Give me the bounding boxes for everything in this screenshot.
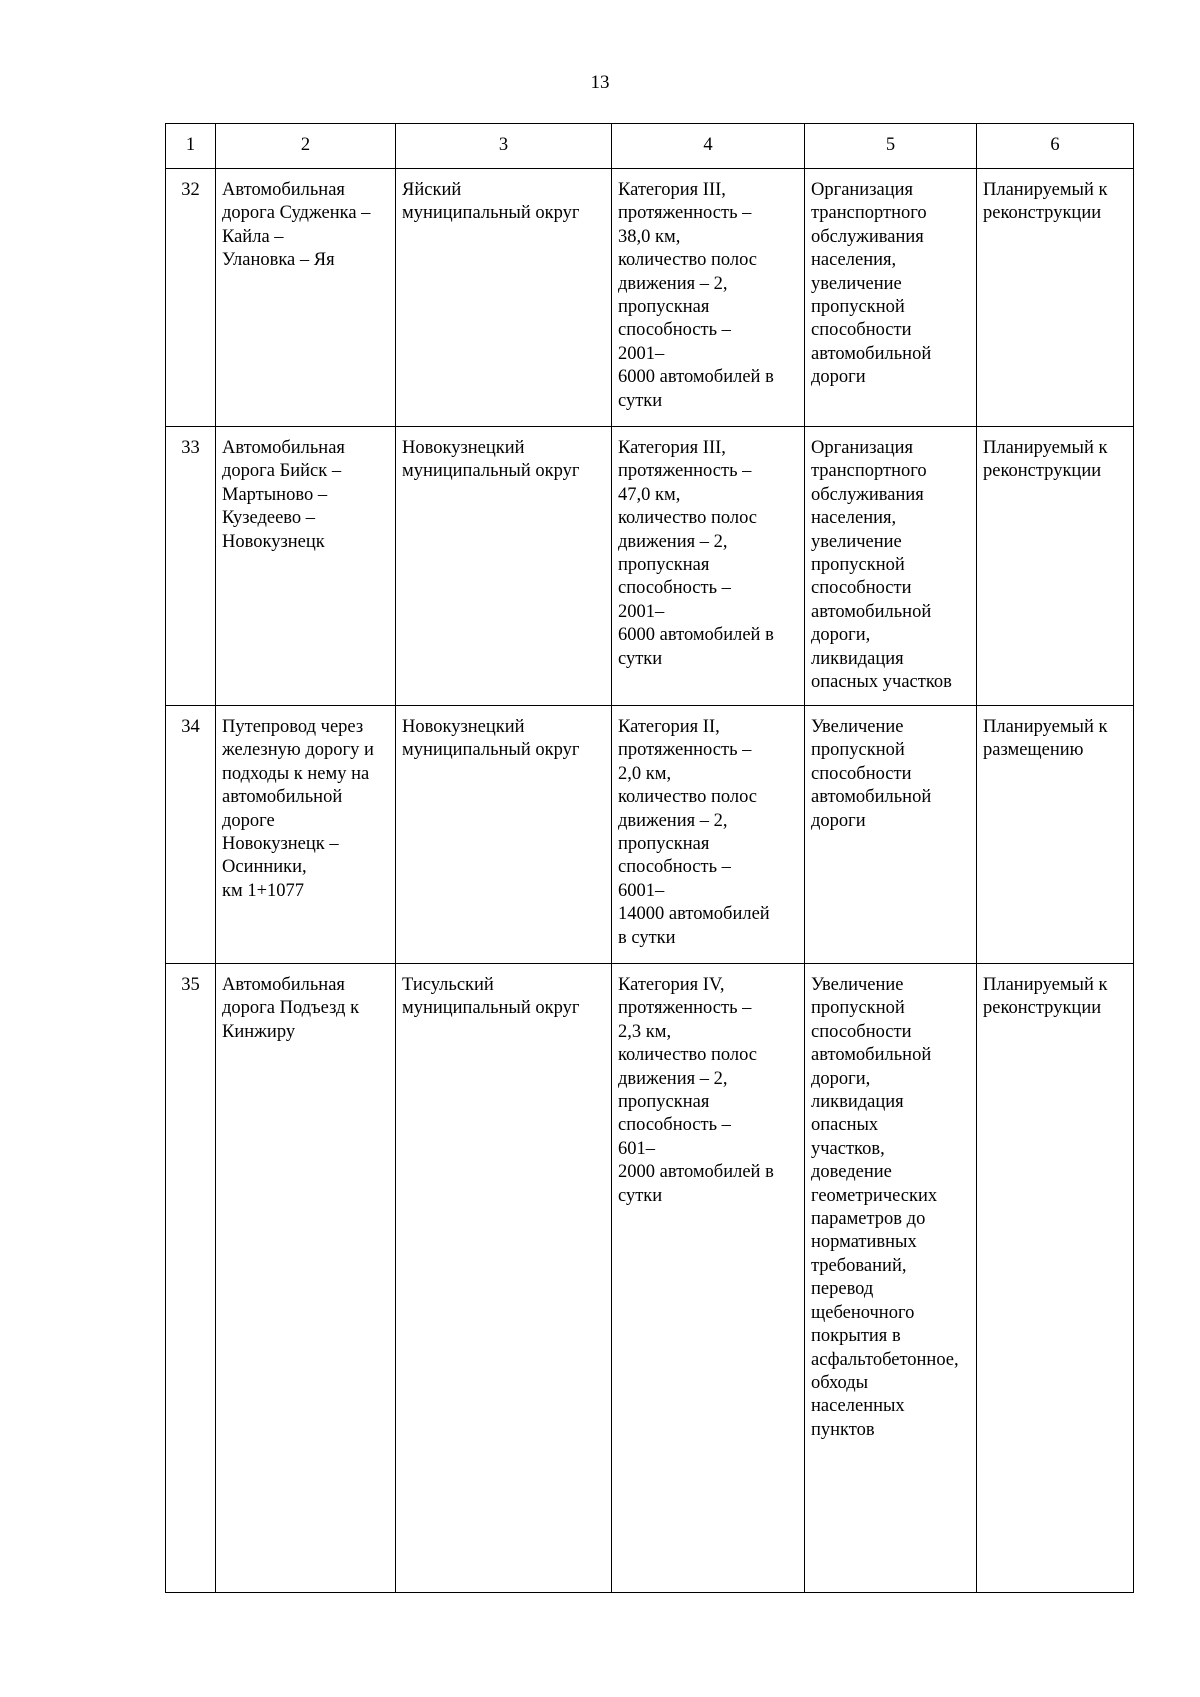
header-cell-2: 2: [216, 124, 396, 169]
characteristics-cell: Категория III, протяженность – 47,0 км, количество полос движения – 2, пропускная способность – 2001– 6000 автомобилей в сутки: [612, 427, 805, 706]
purpose-cell: Увеличение пропускной способности автомобильной дороги, ликвидация опасных участков, доведение геометрических параметров до нормативных требований, перевод щебеночного покрытия в асфальтобетонное, обходы населенных пунктов: [805, 964, 977, 1593]
row-number-cell: 33: [166, 427, 216, 706]
object-name-cell: Автомобильная дорога Подъезд к Кинжиру: [216, 964, 396, 1593]
location-cell: Новокузнецкий муниципальный округ: [396, 706, 612, 964]
status-cell: Планируемый к размещению: [977, 706, 1134, 964]
characteristics-cell: Категория III, протяженность – 38,0 км, количество полос движения – 2, пропускная способность – 2001– 6000 автомобилей в сутки: [612, 169, 805, 427]
table-row: [166, 964, 1134, 1593]
row-number-cell: 32: [166, 169, 216, 427]
table-row: [166, 427, 1134, 706]
page-number: 13: [590, 72, 610, 93]
row-number-cell: 35: [166, 964, 216, 1593]
status-cell: Планируемый к реконструкции: [977, 427, 1134, 706]
header-cell-1: 1: [166, 124, 216, 169]
header-cell-3: 3: [396, 124, 612, 169]
row-number-cell: 34: [166, 706, 216, 964]
table-row: [166, 169, 1134, 427]
purpose-cell: Увеличение пропускной способности автомобильной дороги: [805, 706, 977, 964]
object-name-cell: Автомобильная дорога Судженка – Кайла – Улановка – Яя: [216, 169, 396, 427]
roads-table: [165, 123, 1134, 1593]
header-cell-5: 5: [805, 124, 977, 169]
header-cell-6: 6: [977, 124, 1134, 169]
object-name-cell: Автомобильная дорога Бийск – Мартыново – Кузедеево – Новокузнецк: [216, 427, 396, 706]
status-cell: Планируемый к реконструкции: [977, 964, 1134, 1593]
characteristics-cell: Категория II, протяженность – 2,0 км, количество полос движения – 2, пропускная способность – 6001– 14000 автомобилей в сутки: [612, 706, 805, 964]
table-row: [166, 706, 1134, 964]
purpose-cell: Организация транспортного обслуживания населения, увеличение пропускной способности автомобильной дороги, ликвидация опасных участков: [805, 427, 977, 706]
object-name-cell: Путепровод через железную дорогу и подходы к нему на автомобильной дороге Новокузнецк – Осинники, км 1+1077: [216, 706, 396, 964]
location-cell: Новокузнецкий муниципальный округ: [396, 427, 612, 706]
location-cell: Тисульский муниципальный округ: [396, 964, 612, 1593]
purpose-cell: Организация транспортного обслуживания населения, увеличение пропускной способности автомобильной дороги: [805, 169, 977, 427]
location-cell: Яйский муниципальный округ: [396, 169, 612, 427]
characteristics-cell: Категория IV, протяженность – 2,3 км, количество полос движения – 2, пропускная способность – 601– 2000 автомобилей в сутки: [612, 964, 805, 1593]
header-cell-4: 4: [612, 124, 805, 169]
table-header-row: [166, 124, 1134, 169]
status-cell: Планируемый к реконструкции: [977, 169, 1134, 427]
